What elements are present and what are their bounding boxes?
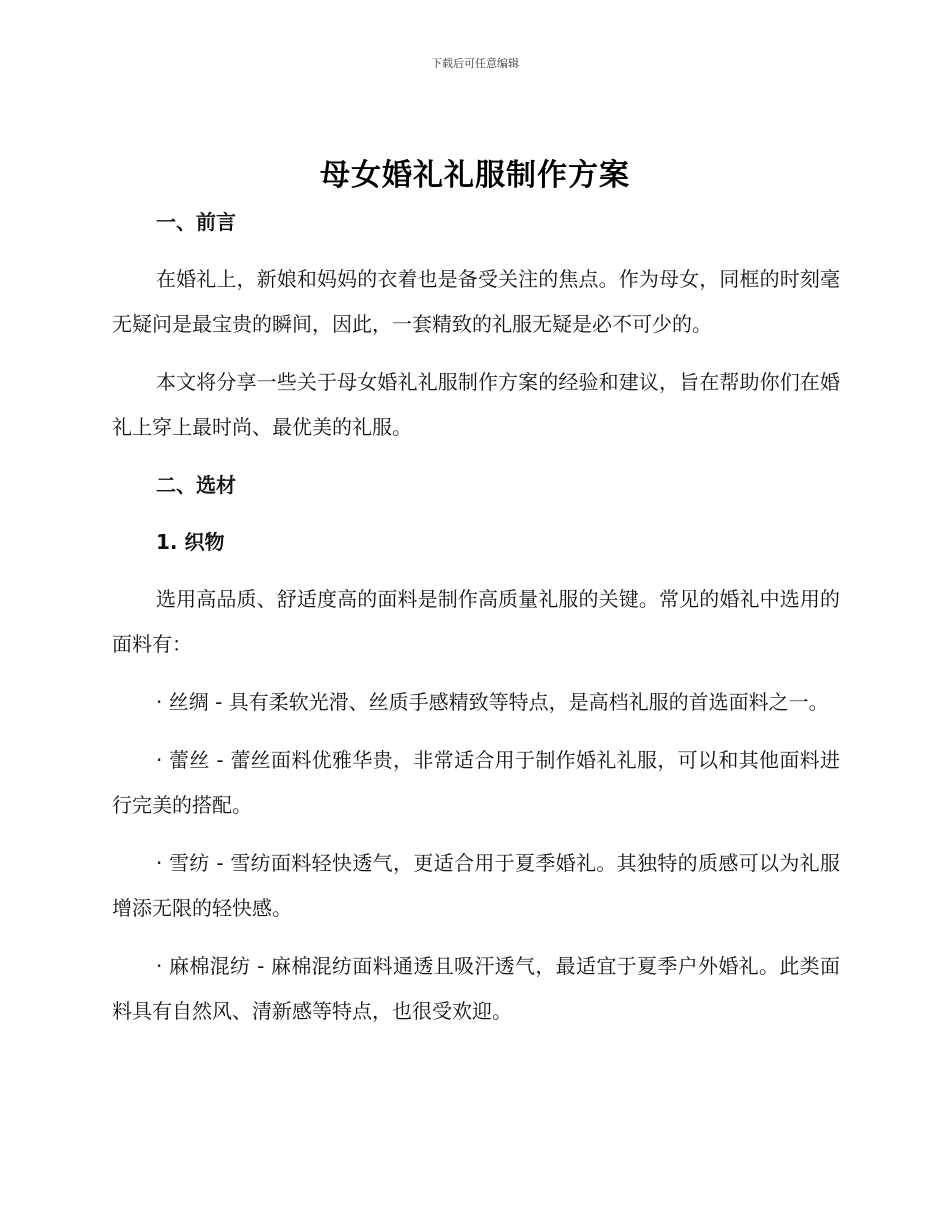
document-title: 母女婚礼礼服制作方案 xyxy=(320,158,630,193)
header-note: 下载后可任意编辑 xyxy=(431,57,519,70)
paragraph-intro-1: 在婚礼上，新娘和妈妈的衣着也是备受关注的焦点。作为母女，同框的时刻毫无疑问是最宝贵的瞬间，因此，一套精致的礼服无疑是必不可少的。 xyxy=(112,267,840,336)
list-item-linen-cotton: · 麻棉混纺 - 麻棉混纺面料通透且吸汗透气，最适宜于夏季户外婚礼。此类面料具有自然风、清新感等特点，也很受欢迎。 xyxy=(112,954,840,1023)
paragraph-fabric-intro: 选用高品质、舒适度高的面料是制作高质量礼服的关键。常见的婚礼中选用的面料有： xyxy=(112,587,840,656)
document-body xyxy=(112,200,840,1034)
list-item-lace: · 蕾丝 - 蕾丝面料优雅华贵，非常适合用于制作婚礼礼服，可以和其他面料进行完美的搭配。 xyxy=(112,748,840,817)
section-heading-material: 二、选材 xyxy=(156,473,236,497)
list-item-chiffon: · 雪纺 - 雪纺面料轻快透气，更适合用于夏季婚礼。其独特的质感可以为礼服增添无限的轻快感。 xyxy=(112,851,840,920)
list-item-silk: · 丝绸 - 具有柔软光滑、丝质手感精致等特点，是高档礼服的首选面料之一。 xyxy=(156,690,829,714)
section-heading-intro: 一、前言 xyxy=(156,210,236,234)
subsection-heading-fabric: 1. 织物 xyxy=(156,530,225,554)
paragraph-intro-2: 本文将分享一些关于母女婚礼礼服制作方案的经验和建议，旨在帮助你们在婚礼上穿上最时尚、最优美的礼服。 xyxy=(112,370,840,439)
